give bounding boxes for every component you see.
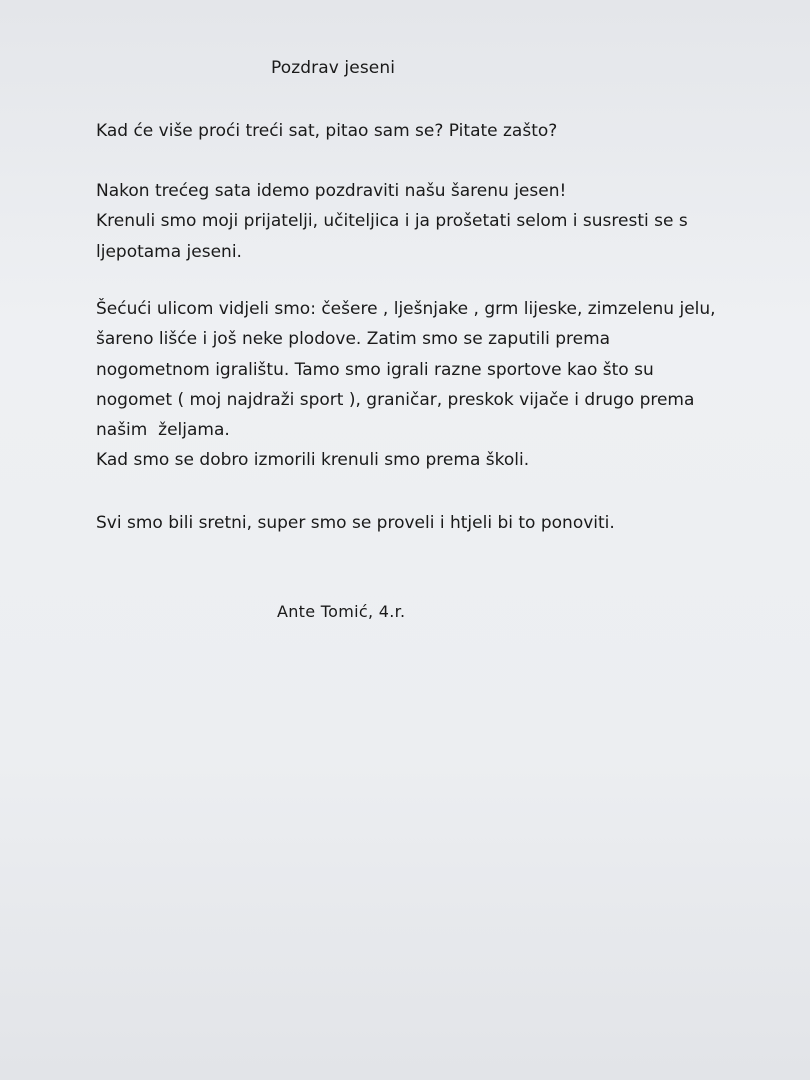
document-title: Pozdrav jeseni (271, 58, 396, 78)
text-line: našim željama. (96, 420, 230, 441)
text-line: Svi smo bili sretni, super smo se proveli i htjeli bi to ponoviti. (96, 513, 615, 533)
text-line: Šećući ulicom vidjeli smo: češere , lješnjake , grm lijeske, zimzelenu jelu, (96, 299, 716, 319)
paragraph-3 (96, 294, 786, 476)
text-line: Kad će više proći treći sat, pitao sam se? Pitate zašto? (96, 121, 558, 141)
text-line: Krenuli smo moji prijatelji, učiteljica i ja prošetati selom i susresti se s (96, 211, 688, 232)
text-line: ljepotama jeseni. (96, 241, 242, 262)
text-line: Nakon trećeg sata idemo pozdraviti našu šarenu jesen! (96, 181, 567, 201)
text-line: nogomet ( moj najdraži sport ), graničar, preskok vijače i drugo prema (96, 389, 695, 410)
paragraph-1 (96, 116, 786, 146)
text-line: šareno lišće i još neke plodove. Zatim smo se zaputili prema (96, 329, 611, 350)
signature: Ante Tomić, 4.r. (277, 602, 406, 621)
paragraph-4 (96, 508, 786, 538)
paragraph-2 (96, 176, 786, 267)
text-line: Kad smo se dobro izmorili krenuli smo prema školi. (96, 450, 530, 471)
text-line: nogometnom igralištu. Tamo smo igrali razne sportove kao što su (96, 359, 654, 380)
